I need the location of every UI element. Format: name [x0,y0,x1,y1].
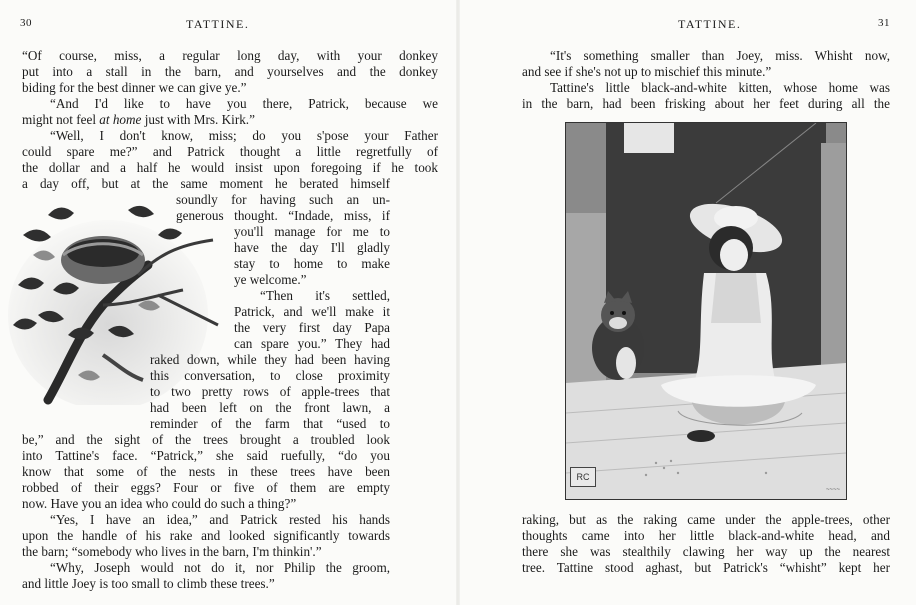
text-line: upon the handle of his rake and looked significantly towards [22,528,390,543]
text-line: raking, but as the raking came under the apple-trees, other [522,512,890,527]
text-line: biding for the best dinner we can give ye.” [22,80,247,95]
artist-signature: ~~~~ [825,487,840,493]
text-line: you'll manage for me to [234,224,390,239]
text-line: soundly for having such an un- [176,192,390,207]
text-line: and see if she's not up to mischief this minute.” [522,64,772,79]
text-line: tree. Tattine stood aghast, but Patrick's “whisht” kept her [522,560,890,575]
text-line: raked down, while they had been having [150,352,390,367]
text-line: thoughts came into her little black-and-white head, and [522,528,890,543]
text-line: “It's something smaller than Joey, miss. Whisht now, [550,48,890,63]
text-line: “Of course, miss, a regular long day, with your donkey [22,48,438,63]
text-line: robbed of their eggs? Four or five of them are empty [22,480,390,495]
text-line: the barn; “somebody who lives in the barn, I'm thinkin'.” [22,544,322,559]
text-line: Patrick, and we'll make it [234,304,390,319]
text-line: the dollar and a half he would insist upon foregoing if he took [22,160,438,175]
text-line: have the day I'll gladly [234,240,390,255]
girl-and-kitten-illustration [565,122,847,500]
text-line: this conversation, to close proximity [150,368,390,383]
text-line: now. Have you an idea who could do such a thing?” [22,496,297,511]
text-line: “Why, Joseph would not do it, nor Philip the groom, [50,560,390,575]
text-line: Tattine's little black-and-white kitten, whose home was [550,80,890,95]
text-line: generous thought. “Indade, miss, if [176,208,390,223]
left-running-head: TATTINE. [186,17,250,31]
text-line: “And I'd like to have you there, Patrick, because we [50,96,438,111]
text-line: put into a stall in the barn, and yourselves and the donkey [22,64,438,79]
text-line: the very first day Papa [234,320,390,335]
text-line: and little Joey is too small to climb these trees.” [22,576,275,591]
italic-phrase: at home [99,112,142,127]
text-line: into Tattine's face. “Patrick,” she said ruefully, “do you [22,448,390,463]
text-line: ye welcome.” [234,272,307,287]
text-line: could spare me?” and Patrick thought a little regretfully of [22,144,438,159]
text-line: had been left on the front lawn, a [150,400,390,415]
text-line: there she was stealthily clawing her way up the nearest [522,544,890,559]
text-line: know that some of the nests in these trees have been [22,464,390,479]
illustrator-initials: RC [570,467,596,487]
text-line: might not feel at home just with Mrs. Kirk.” [22,112,255,127]
text-line: stay to home to make [234,256,390,271]
right-page-number: 31 [878,17,890,29]
text-line: can spare you.” They had [234,336,390,351]
text-line: reminder of the farm that “used to [150,416,390,431]
left-page-number: 30 [20,17,32,29]
text-line: “Well, I don't know, miss; do you s'pose your Father [50,128,438,143]
text-line: to two pretty rows of apple-trees that [150,384,390,399]
text-line: “Then it's settled, [260,288,390,303]
illustration-drawing [566,123,846,499]
text-line: in the barn, had been frisking about her feet during all the [522,96,890,111]
text-line: be,” and the sight of the trees brought a troubled look [22,432,390,447]
text-line: a day off, but at the same moment he berated himself [22,176,390,191]
text-line: “Yes, I have an idea,” and Patrick rested his hands [50,512,390,527]
right-running-head: TATTINE. [678,17,742,31]
